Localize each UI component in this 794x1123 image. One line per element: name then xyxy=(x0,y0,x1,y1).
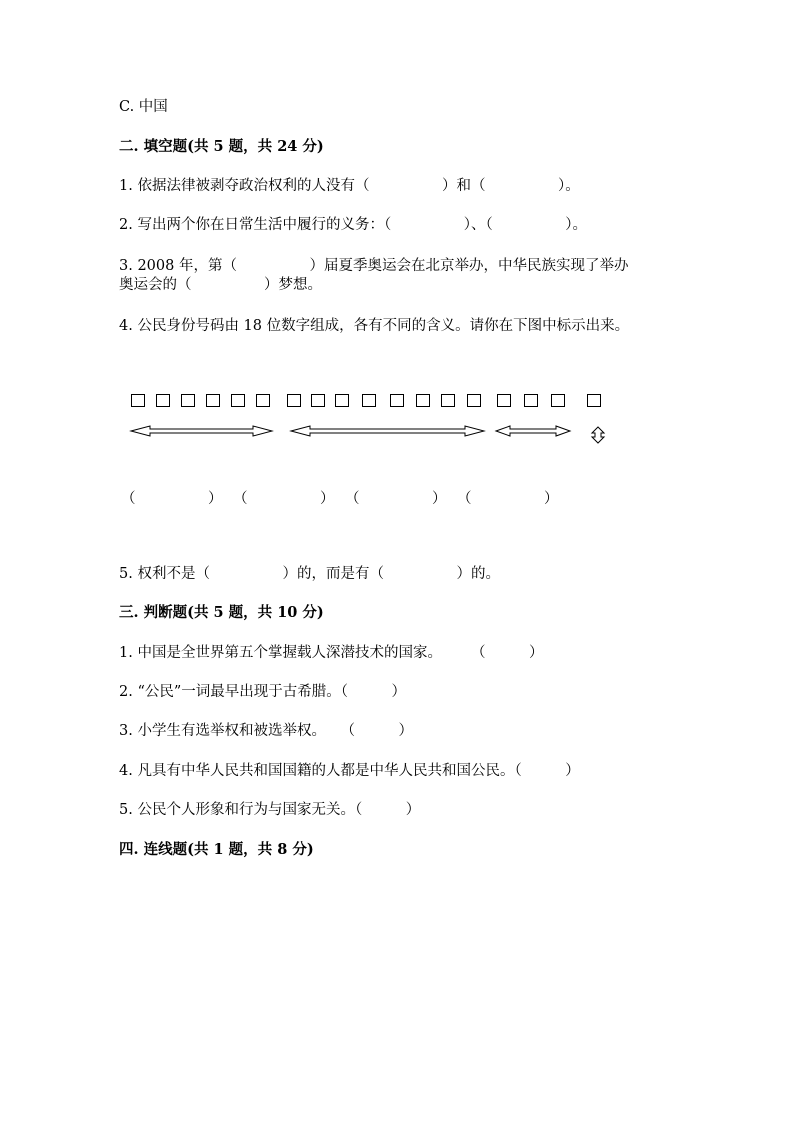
digit-box xyxy=(416,394,430,407)
digit-box xyxy=(467,394,481,407)
question-2-1: 1. 依据法律被剥夺政治权利的人没有（ ）和（ ）。 xyxy=(119,178,580,194)
digit-box xyxy=(524,394,538,407)
answer-blank: （ ） xyxy=(121,491,223,507)
question-2-3-line2: 奥运会的（ ）梦想。 xyxy=(119,277,322,293)
double-arrow-icon xyxy=(291,426,484,436)
digit-box xyxy=(231,394,245,407)
double-arrow-icon xyxy=(131,426,272,436)
answer-blank: （ ） xyxy=(233,491,335,507)
question-3-5: 5. 公民个人形象和行为与国家无关。（ ） xyxy=(119,802,421,818)
digit-box xyxy=(131,394,145,407)
question-3-4: 4. 凡具有中华人民共和国国籍的人都是中华人民共和国公民。（ ） xyxy=(119,763,580,779)
vertical-double-arrow-icon xyxy=(592,427,604,443)
question-2-5: 5. 权利不是（ ）的，而是有（ ）的。 xyxy=(119,566,500,582)
digit-box xyxy=(390,394,404,407)
question-2-2: 2. 写出两个你在日常生活中履行的义务：（ ）、（ ）。 xyxy=(119,217,587,233)
question-2-4: 4. 公民身份号码由 18 位数字组成，各有不同的含义。请你在下图中标示出来。 xyxy=(119,318,630,334)
digit-box xyxy=(587,394,601,407)
digit-box xyxy=(256,394,270,407)
digit-box xyxy=(362,394,376,407)
section-4-title: 四. 连线题(共 1 题，共 8 分) xyxy=(119,841,314,858)
digit-box xyxy=(206,394,220,407)
answer-blank: （ ） xyxy=(345,491,447,507)
question-2-3-line1: 3. 2008 年，第（ ）届夏季奥运会在北京举办，中华民族实现了举办 xyxy=(119,258,629,274)
id-number-digit-boxes xyxy=(0,394,794,414)
question-3-1: 1. 中国是全世界第五个掌握载人深潜技术的国家。 （ ） xyxy=(119,645,544,661)
section-2-title: 二. 填空题(共 5 题，共 24 分) xyxy=(119,138,324,155)
question-3-3: 3. 小学生有选举权和被选举权。 （ ） xyxy=(119,723,413,739)
digit-box xyxy=(311,394,325,407)
question-3-2: 2. “公民”一词最早出现于古希腊。（ ） xyxy=(119,684,407,700)
id-number-group-blanks xyxy=(0,487,794,507)
digit-box xyxy=(335,394,349,407)
double-arrow-icon xyxy=(496,426,570,436)
digit-box xyxy=(497,394,511,407)
digit-box xyxy=(441,394,455,407)
answer-blank: （ ） xyxy=(457,491,559,507)
digit-box xyxy=(287,394,301,407)
id-number-group-arrows xyxy=(0,420,794,450)
digit-box xyxy=(156,394,170,407)
section-3-title: 三. 判断题(共 5 题，共 10 分) xyxy=(119,604,324,621)
option-c: C. 中国 xyxy=(119,99,168,115)
digit-box xyxy=(181,394,195,407)
digit-box xyxy=(551,394,565,407)
